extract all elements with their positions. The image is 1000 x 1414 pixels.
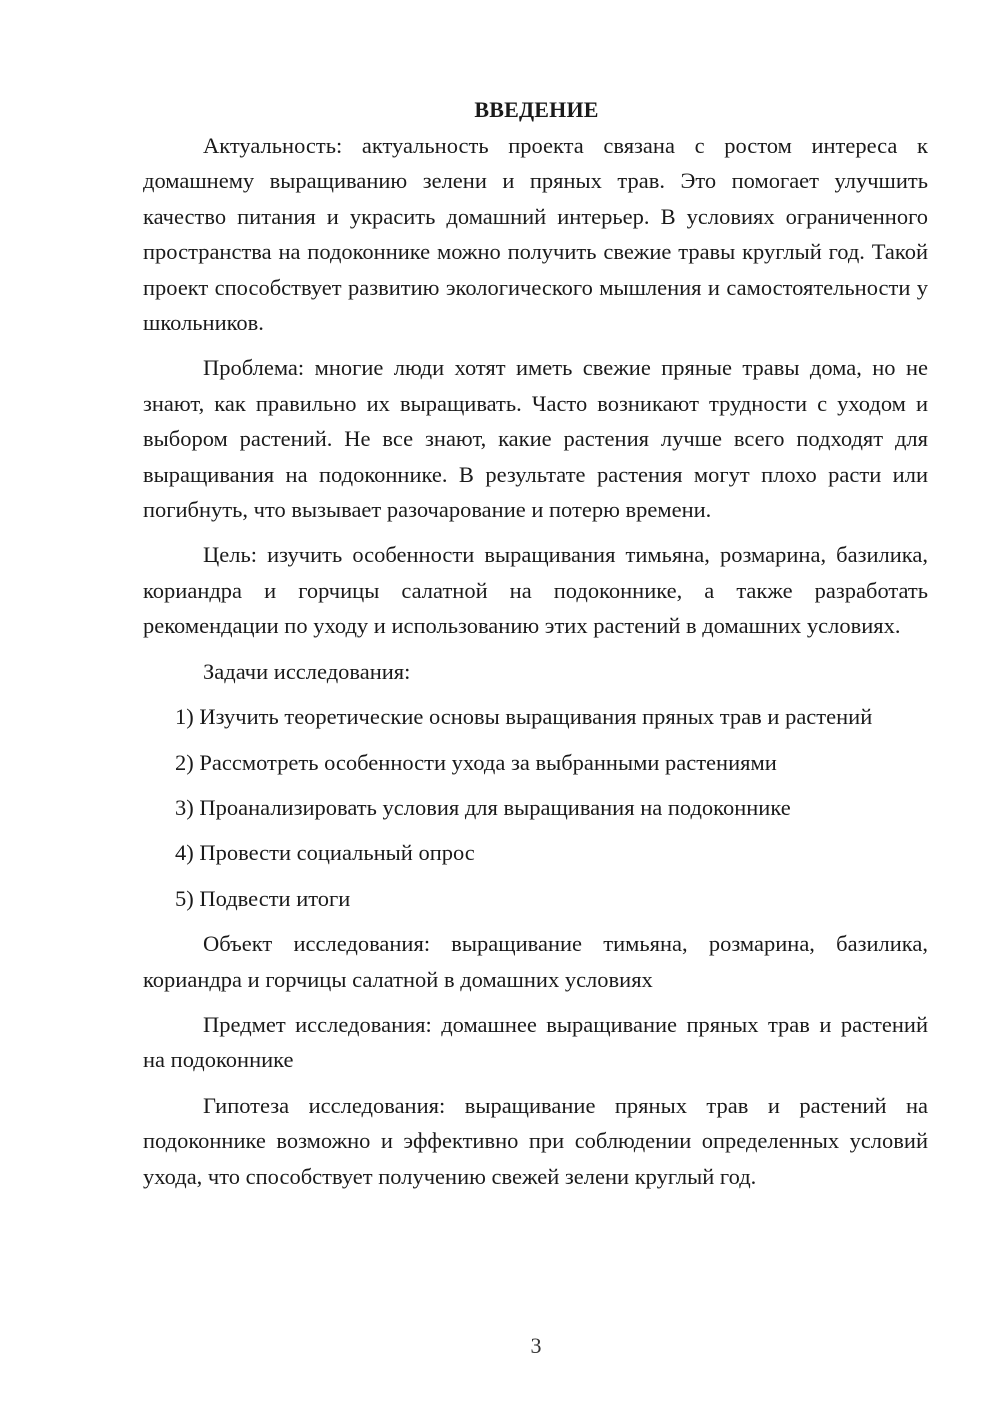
tasks-intro: Задачи исследования: (203, 658, 411, 684)
task-item: 3) Проанализировать условия для выращивания на подоконнике (175, 794, 791, 820)
hypothesis-paragraph: Гипотеза исследования: выращивание пряных трав и растений на подоконнике возможно и эффективно при соблюдении определенных условий ухода, что способствует получению свежей зелени круглый год. (143, 1092, 928, 1189)
task-item: 1) Изучить теоретические основы выращивания пряных трав и растений (175, 704, 873, 730)
task-item: 5) Подвести итоги (175, 885, 351, 911)
page-number: 3 (530, 1333, 542, 1358)
subject-paragraph: Предмет исследования: домашнее выращивание пряных трав и растений на подоконнике (143, 1011, 928, 1073)
object-paragraph: Объект исследования: выращивание тимьяна, розмарина, базилика, кориандра и горчицы салатной в домашних условиях (143, 931, 928, 992)
goal-paragraph: Цель: изучить особенности выращивания тимьяна, розмарина, базилика, кориандра и горчицы салатной на подоконнике, а также разработать рекомендации по уходу и использованию этих растений в домашних условиях. (143, 542, 928, 639)
task-item: 4) Провести социальный опрос (175, 840, 475, 866)
section-heading: ВВЕДЕНИЕ (474, 97, 599, 122)
relevance-paragraph: Актуальность: актуальность проекта связана с ростом интереса к домашнему выращиванию зелени и пряных трав. Это помогает улучшить качество питания и украсить домашний интерьер. В условиях ограниченного пространства на подоконнике можно получить свежие травы круглый год. Такой проект способствует развитию экологического мышления и самостоятельности у школьников. (143, 133, 928, 336)
tasks-list (143, 699, 928, 916)
problem-paragraph: Проблема: многие люди хотят иметь свежие пряные травы дома, но не знают, как правильно их выращивать. Часто возникают трудности с уходом и выбором растений. Не все знают, какие растения лучше всего подходят для выращивания на подоконнике. В результате растения могут плохо расти или погибнуть, что вызывает разочарование и потерю времени. (143, 355, 928, 523)
document-page (143, 92, 928, 1204)
task-item: 2) Рассмотреть особенности ухода за выбранными растениями (175, 749, 777, 775)
